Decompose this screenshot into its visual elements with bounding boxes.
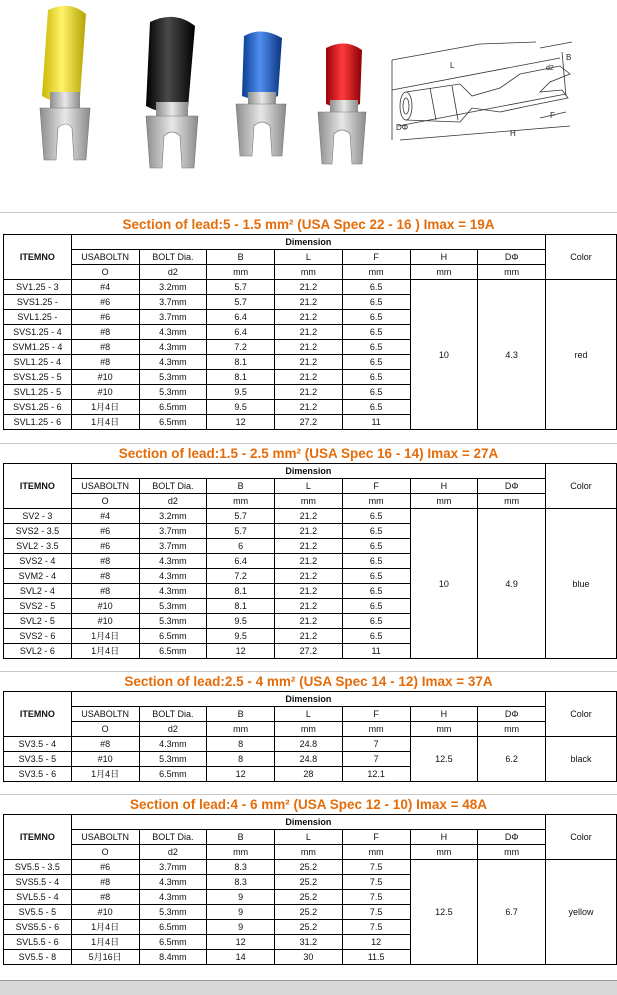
dim-f-cell: 6.5 bbox=[342, 599, 410, 614]
dim-f-cell: 7 bbox=[342, 737, 410, 752]
item-number-cell: SV5.5 - 3.5 bbox=[4, 860, 72, 875]
header-h: H bbox=[410, 250, 478, 265]
red-terminal bbox=[318, 43, 366, 164]
header-itemno: ITEMNO bbox=[4, 692, 72, 737]
spec-table bbox=[3, 463, 617, 659]
usa-bolt-cell: #6 bbox=[71, 310, 139, 325]
header-dimension: Dimension bbox=[71, 235, 545, 250]
unit-mm: mm bbox=[275, 494, 343, 509]
dim-f-cell: 7 bbox=[342, 752, 410, 767]
item-number-cell: SVS1.25 - bbox=[4, 295, 72, 310]
bolt-dia-cell: 3.7mm bbox=[139, 295, 207, 310]
header-dimension: Dimension bbox=[71, 464, 545, 479]
dim-l-cell: 21.2 bbox=[275, 295, 343, 310]
dim-b-cell: 5.7 bbox=[207, 295, 275, 310]
item-number-cell: SVS1.25 - 5 bbox=[4, 370, 72, 385]
item-number-cell: SVS2 - 5 bbox=[4, 599, 72, 614]
dim-f-cell: 11.5 bbox=[342, 950, 410, 965]
dimension-diagram bbox=[392, 42, 572, 140]
usa-bolt-cell: #10 bbox=[71, 614, 139, 629]
dim-b-cell: 12 bbox=[207, 935, 275, 950]
usa-bolt-cell: 1月4日 bbox=[71, 400, 139, 415]
dim-l-cell: 28 bbox=[275, 767, 343, 782]
usa-bolt-cell: #10 bbox=[71, 370, 139, 385]
header-f: F bbox=[342, 707, 410, 722]
dim-f-cell: 7.5 bbox=[342, 875, 410, 890]
header-usabolt: USABOLTN bbox=[71, 479, 139, 494]
header-f: F bbox=[342, 250, 410, 265]
usa-bolt-cell: #8 bbox=[71, 325, 139, 340]
header-itemno: ITEMNO bbox=[4, 235, 72, 280]
header-l: L bbox=[275, 707, 343, 722]
usa-bolt-cell: #10 bbox=[71, 599, 139, 614]
header-color: Color bbox=[546, 815, 617, 860]
diagram-label-l: L bbox=[450, 61, 455, 70]
header-bolt: BOLT Dia. bbox=[139, 707, 207, 722]
header-usabolt-2: O bbox=[71, 845, 139, 860]
header-usabolt-2: O bbox=[71, 722, 139, 737]
dim-f-cell: 6.5 bbox=[342, 509, 410, 524]
table-row bbox=[4, 737, 617, 752]
dim-l-cell: 21.2 bbox=[275, 614, 343, 629]
header-dimension: Dimension bbox=[71, 692, 545, 707]
unit-mm: mm bbox=[342, 722, 410, 737]
diagram-label-dphi: DΦ bbox=[396, 123, 409, 132]
unit-mm: mm bbox=[410, 494, 478, 509]
header-h: H bbox=[410, 479, 478, 494]
dim-f-cell: 7.5 bbox=[342, 920, 410, 935]
item-number-cell: SV3.5 - 6 bbox=[4, 767, 72, 782]
dim-l-cell: 25.2 bbox=[275, 875, 343, 890]
item-number-cell: SVM1.25 - 4 bbox=[4, 340, 72, 355]
header-usabolt: USABOLTN bbox=[71, 707, 139, 722]
section-title: Section of lead:4 - 6 mm² (USA Spec 12 - 10) Imax = 48A bbox=[130, 797, 487, 812]
dim-f-cell: 7.5 bbox=[342, 905, 410, 920]
bolt-dia-cell: 6.5mm bbox=[139, 920, 207, 935]
dim-l-cell: 25.2 bbox=[275, 890, 343, 905]
dim-f-cell: 6.5 bbox=[342, 280, 410, 295]
dim-b-cell: 6.4 bbox=[207, 325, 275, 340]
dim-l-cell: 25.2 bbox=[275, 860, 343, 875]
dim-f-cell: 7.5 bbox=[342, 860, 410, 875]
header-l: L bbox=[275, 830, 343, 845]
section-rows bbox=[4, 509, 617, 659]
yellow-terminal bbox=[40, 6, 90, 160]
item-number-cell: SVL2 - 4 bbox=[4, 584, 72, 599]
header-b: B bbox=[207, 250, 275, 265]
item-number-cell: SVM2 - 4 bbox=[4, 569, 72, 584]
dim-l-cell: 21.2 bbox=[275, 325, 343, 340]
bolt-dia-cell: 6.5mm bbox=[139, 400, 207, 415]
section-title: Section of lead:1.5 - 2.5 mm² (USA Spec 16 - 14) Imax = 27A bbox=[118, 446, 499, 461]
unit-mm: mm bbox=[478, 845, 546, 860]
dim-l-cell: 24.8 bbox=[275, 752, 343, 767]
unit-mm: mm bbox=[342, 845, 410, 860]
item-number-cell: SVS1.25 - 4 bbox=[4, 325, 72, 340]
dim-b-cell: 5.7 bbox=[207, 509, 275, 524]
bolt-dia-cell: 3.7mm bbox=[139, 310, 207, 325]
bolt-dia-cell: 5.3mm bbox=[139, 370, 207, 385]
dim-f-cell: 6.5 bbox=[342, 385, 410, 400]
item-number-cell: SVL1.25 - bbox=[4, 310, 72, 325]
dim-f-cell: 6.5 bbox=[342, 370, 410, 385]
spec-table bbox=[3, 234, 617, 430]
dim-b-cell: 7.2 bbox=[207, 569, 275, 584]
item-number-cell: SVL2 - 6 bbox=[4, 644, 72, 659]
section-title: Section of lead:5 - 1.5 mm² (USA Spec 22 - 16 ) Imax = 19A bbox=[122, 217, 495, 232]
unit-mm: mm bbox=[478, 722, 546, 737]
dim-b-cell: 8 bbox=[207, 737, 275, 752]
dim-f-cell: 6.5 bbox=[342, 524, 410, 539]
unit-mm: mm bbox=[342, 494, 410, 509]
usa-bolt-cell: #6 bbox=[71, 539, 139, 554]
item-number-cell: SVL1.25 - 5 bbox=[4, 385, 72, 400]
header-d2: d2 bbox=[139, 845, 207, 860]
header-color: Color bbox=[546, 464, 617, 509]
item-number-cell: SV3.5 - 4 bbox=[4, 737, 72, 752]
unit-mm: mm bbox=[207, 265, 275, 280]
color-cell: black bbox=[546, 737, 617, 782]
dim-l-cell: 21.2 bbox=[275, 370, 343, 385]
bolt-dia-cell: 6.5mm bbox=[139, 935, 207, 950]
header-d2: d2 bbox=[139, 722, 207, 737]
dim-h-cell: 10 bbox=[410, 280, 478, 430]
bolt-dia-cell: 5.3mm bbox=[139, 599, 207, 614]
bolt-dia-cell: 4.3mm bbox=[139, 554, 207, 569]
bolt-dia-cell: 4.3mm bbox=[139, 584, 207, 599]
bolt-dia-cell: 6.5mm bbox=[139, 629, 207, 644]
color-cell: blue bbox=[546, 509, 617, 659]
footer-bar bbox=[0, 980, 617, 995]
header-bolt: BOLT Dia. bbox=[139, 830, 207, 845]
dim-b-cell: 12 bbox=[207, 644, 275, 659]
dim-l-cell: 31.2 bbox=[275, 935, 343, 950]
unit-mm: mm bbox=[207, 845, 275, 860]
usa-bolt-cell: 1月4日 bbox=[71, 935, 139, 950]
bolt-dia-cell: 3.7mm bbox=[139, 860, 207, 875]
bolt-dia-cell: 3.7mm bbox=[139, 539, 207, 554]
header-usabolt-2: O bbox=[71, 494, 139, 509]
usa-bolt-cell: #10 bbox=[71, 905, 139, 920]
dim-b-cell: 5.7 bbox=[207, 524, 275, 539]
table-row bbox=[4, 509, 617, 524]
usa-bolt-cell: #6 bbox=[71, 524, 139, 539]
dim-h-cell: 12.5 bbox=[410, 737, 478, 782]
item-number-cell: SV5.5 - 5 bbox=[4, 905, 72, 920]
bolt-dia-cell: 4.3mm bbox=[139, 355, 207, 370]
dim-b-cell: 6 bbox=[207, 539, 275, 554]
dim-f-cell: 12.1 bbox=[342, 767, 410, 782]
header-h: H bbox=[410, 830, 478, 845]
dim-f-cell: 11 bbox=[342, 415, 410, 430]
dim-b-cell: 12 bbox=[207, 767, 275, 782]
diagram-label-f: F bbox=[550, 111, 555, 120]
usa-bolt-cell: #8 bbox=[71, 340, 139, 355]
header-itemno: ITEMNO bbox=[4, 464, 72, 509]
dim-b-cell: 6.4 bbox=[207, 310, 275, 325]
unit-mm: mm bbox=[478, 265, 546, 280]
color-cell: yellow bbox=[546, 860, 617, 965]
unit-mm: mm bbox=[207, 722, 275, 737]
dim-b-cell: 9 bbox=[207, 905, 275, 920]
usa-bolt-cell: #8 bbox=[71, 875, 139, 890]
diagram-label-b: B bbox=[566, 53, 572, 62]
product-photo bbox=[0, 0, 617, 212]
item-number-cell: SV3.5 - 5 bbox=[4, 752, 72, 767]
dim-b-cell: 9.5 bbox=[207, 614, 275, 629]
blue-terminal bbox=[236, 31, 286, 156]
dim-l-cell: 21.2 bbox=[275, 340, 343, 355]
item-number-cell: SVS1.25 - 6 bbox=[4, 400, 72, 415]
dim-l-cell: 30 bbox=[275, 950, 343, 965]
section-rows bbox=[4, 860, 617, 965]
dim-h-cell: 10 bbox=[410, 509, 478, 659]
dim-f-cell: 6.5 bbox=[342, 295, 410, 310]
header-color: Color bbox=[546, 235, 617, 280]
dim-b-cell: 8.1 bbox=[207, 599, 275, 614]
dim-dphi-cell: 4.3 bbox=[478, 280, 546, 430]
unit-mm: mm bbox=[342, 265, 410, 280]
usa-bolt-cell: 1月4日 bbox=[71, 629, 139, 644]
item-number-cell: SV2 - 3 bbox=[4, 509, 72, 524]
dim-b-cell: 6.4 bbox=[207, 554, 275, 569]
usa-bolt-cell: 1月4日 bbox=[71, 415, 139, 430]
bolt-dia-cell: 5.3mm bbox=[139, 905, 207, 920]
dim-b-cell: 8.1 bbox=[207, 355, 275, 370]
dim-f-cell: 7.5 bbox=[342, 890, 410, 905]
header-b: B bbox=[207, 479, 275, 494]
usa-bolt-cell: #8 bbox=[71, 569, 139, 584]
dim-l-cell: 21.2 bbox=[275, 539, 343, 554]
dim-f-cell: 6.5 bbox=[342, 310, 410, 325]
dim-h-cell: 12.5 bbox=[410, 860, 478, 965]
header-color: Color bbox=[546, 692, 617, 737]
dim-f-cell: 6.5 bbox=[342, 539, 410, 554]
usa-bolt-cell: #8 bbox=[71, 355, 139, 370]
section-rows bbox=[4, 737, 617, 782]
dim-l-cell: 27.2 bbox=[275, 415, 343, 430]
header-f: F bbox=[342, 479, 410, 494]
header-usabolt: USABOLTN bbox=[71, 250, 139, 265]
usa-bolt-cell: #6 bbox=[71, 860, 139, 875]
dim-f-cell: 6.5 bbox=[342, 400, 410, 415]
usa-bolt-cell: #10 bbox=[71, 385, 139, 400]
unit-mm: mm bbox=[207, 494, 275, 509]
item-number-cell: SVL2 - 5 bbox=[4, 614, 72, 629]
dim-f-cell: 12 bbox=[342, 935, 410, 950]
usa-bolt-cell: #4 bbox=[71, 280, 139, 295]
bolt-dia-cell: 3.2mm bbox=[139, 280, 207, 295]
terminals-illustration bbox=[0, 0, 617, 212]
dim-l-cell: 21.2 bbox=[275, 629, 343, 644]
bolt-dia-cell: 6.5mm bbox=[139, 644, 207, 659]
usa-bolt-cell: #10 bbox=[71, 752, 139, 767]
color-cell: red bbox=[546, 280, 617, 430]
bolt-dia-cell: 8.4mm bbox=[139, 950, 207, 965]
header-dphi: DΦ bbox=[478, 830, 546, 845]
header-f: F bbox=[342, 830, 410, 845]
item-number-cell: SVS2 - 4 bbox=[4, 554, 72, 569]
dim-f-cell: 6.5 bbox=[342, 355, 410, 370]
item-number-cell: SVL1.25 - 6 bbox=[4, 415, 72, 430]
spec-table bbox=[3, 691, 617, 782]
bolt-dia-cell: 6.5mm bbox=[139, 415, 207, 430]
dim-b-cell: 8 bbox=[207, 752, 275, 767]
bolt-dia-cell: 4.3mm bbox=[139, 890, 207, 905]
table-row bbox=[4, 280, 617, 295]
dim-l-cell: 21.2 bbox=[275, 524, 343, 539]
unit-mm: mm bbox=[275, 265, 343, 280]
item-number-cell: SVL5.5 - 4 bbox=[4, 890, 72, 905]
dim-l-cell: 21.2 bbox=[275, 355, 343, 370]
dim-b-cell: 8.1 bbox=[207, 584, 275, 599]
diagram-label-d2: d2 bbox=[546, 65, 554, 72]
header-dphi: DΦ bbox=[478, 250, 546, 265]
header-h: H bbox=[410, 707, 478, 722]
item-number-cell: SVL2 - 3.5 bbox=[4, 539, 72, 554]
bolt-dia-cell: 4.3mm bbox=[139, 340, 207, 355]
bolt-dia-cell: 5.3mm bbox=[139, 614, 207, 629]
unit-mm: mm bbox=[410, 722, 478, 737]
bolt-dia-cell: 5.3mm bbox=[139, 385, 207, 400]
header-d2: d2 bbox=[139, 265, 207, 280]
dim-l-cell: 21.2 bbox=[275, 400, 343, 415]
item-number-cell: SVS5.5 - 6 bbox=[4, 920, 72, 935]
header-d2: d2 bbox=[139, 494, 207, 509]
usa-bolt-cell: #8 bbox=[71, 737, 139, 752]
header-bolt: BOLT Dia. bbox=[139, 479, 207, 494]
dim-b-cell: 8.3 bbox=[207, 875, 275, 890]
item-number-cell: SVL5.5 - 6 bbox=[4, 935, 72, 950]
bolt-dia-cell: 5.3mm bbox=[139, 752, 207, 767]
black-terminal bbox=[146, 17, 198, 168]
dim-b-cell: 5.7 bbox=[207, 280, 275, 295]
dim-f-cell: 6.5 bbox=[342, 614, 410, 629]
header-usabolt-2: O bbox=[71, 265, 139, 280]
dim-b-cell: 9.5 bbox=[207, 629, 275, 644]
spec-table bbox=[3, 814, 617, 965]
dim-l-cell: 27.2 bbox=[275, 644, 343, 659]
dim-l-cell: 24.8 bbox=[275, 737, 343, 752]
bolt-dia-cell: 4.3mm bbox=[139, 569, 207, 584]
bolt-dia-cell: 4.3mm bbox=[139, 737, 207, 752]
usa-bolt-cell: #4 bbox=[71, 509, 139, 524]
item-number-cell: SVS5.5 - 4 bbox=[4, 875, 72, 890]
unit-mm: mm bbox=[478, 494, 546, 509]
header-dimension: Dimension bbox=[71, 815, 545, 830]
dim-f-cell: 6.5 bbox=[342, 569, 410, 584]
section-title: Section of lead:2.5 - 4 mm² (USA Spec 14 - 12) Imax = 37A bbox=[124, 674, 493, 689]
header-dphi: DΦ bbox=[478, 707, 546, 722]
dim-b-cell: 14 bbox=[207, 950, 275, 965]
section-rows bbox=[4, 280, 617, 430]
header-b: B bbox=[207, 830, 275, 845]
dim-b-cell: 12 bbox=[207, 415, 275, 430]
item-number-cell: SV5.5 - 8 bbox=[4, 950, 72, 965]
usa-bolt-cell: 1月4日 bbox=[71, 920, 139, 935]
dim-dphi-cell: 6.7 bbox=[478, 860, 546, 965]
dim-b-cell: 9 bbox=[207, 920, 275, 935]
dim-f-cell: 6.5 bbox=[342, 554, 410, 569]
header-itemno: ITEMNO bbox=[4, 815, 72, 860]
unit-mm: mm bbox=[410, 265, 478, 280]
usa-bolt-cell: 1月4日 bbox=[71, 644, 139, 659]
item-number-cell: SVS2 - 6 bbox=[4, 629, 72, 644]
item-number-cell: SV1.25 - 3 bbox=[4, 280, 72, 295]
bolt-dia-cell: 4.3mm bbox=[139, 875, 207, 890]
diagram-label-h: H bbox=[510, 129, 516, 138]
dim-l-cell: 25.2 bbox=[275, 920, 343, 935]
item-number-cell: SVS2 - 3.5 bbox=[4, 524, 72, 539]
usa-bolt-cell: #8 bbox=[71, 584, 139, 599]
dim-b-cell: 8.1 bbox=[207, 370, 275, 385]
dim-l-cell: 21.2 bbox=[275, 554, 343, 569]
bolt-dia-cell: 3.7mm bbox=[139, 524, 207, 539]
dim-l-cell: 21.2 bbox=[275, 599, 343, 614]
header-dphi: DΦ bbox=[478, 479, 546, 494]
dim-b-cell: 9 bbox=[207, 890, 275, 905]
dim-l-cell: 21.2 bbox=[275, 280, 343, 295]
header-b: B bbox=[207, 707, 275, 722]
bolt-dia-cell: 3.2mm bbox=[139, 509, 207, 524]
dim-f-cell: 6.5 bbox=[342, 340, 410, 355]
dim-b-cell: 7.2 bbox=[207, 340, 275, 355]
dim-l-cell: 21.2 bbox=[275, 509, 343, 524]
unit-mm: mm bbox=[275, 845, 343, 860]
usa-bolt-cell: #8 bbox=[71, 890, 139, 905]
dim-l-cell: 21.2 bbox=[275, 569, 343, 584]
dim-dphi-cell: 6.2 bbox=[478, 737, 546, 782]
header-bolt: BOLT Dia. bbox=[139, 250, 207, 265]
usa-bolt-cell: 1月4日 bbox=[71, 767, 139, 782]
usa-bolt-cell: #8 bbox=[71, 554, 139, 569]
dim-b-cell: 9.5 bbox=[207, 400, 275, 415]
dim-f-cell: 6.5 bbox=[342, 584, 410, 599]
dim-dphi-cell: 4.9 bbox=[478, 509, 546, 659]
dim-l-cell: 21.2 bbox=[275, 310, 343, 325]
item-number-cell: SVL1.25 - 4 bbox=[4, 355, 72, 370]
table-row bbox=[4, 860, 617, 875]
dim-l-cell: 25.2 bbox=[275, 905, 343, 920]
dim-f-cell: 11 bbox=[342, 644, 410, 659]
header-l: L bbox=[275, 479, 343, 494]
dim-f-cell: 6.5 bbox=[342, 629, 410, 644]
usa-bolt-cell: #6 bbox=[71, 295, 139, 310]
dim-l-cell: 21.2 bbox=[275, 584, 343, 599]
dim-f-cell: 6.5 bbox=[342, 325, 410, 340]
unit-mm: mm bbox=[275, 722, 343, 737]
dim-l-cell: 21.2 bbox=[275, 385, 343, 400]
bolt-dia-cell: 4.3mm bbox=[139, 325, 207, 340]
dim-b-cell: 8.3 bbox=[207, 860, 275, 875]
dim-b-cell: 9.5 bbox=[207, 385, 275, 400]
header-usabolt: USABOLTN bbox=[71, 830, 139, 845]
usa-bolt-cell: 5月16日 bbox=[71, 950, 139, 965]
unit-mm: mm bbox=[410, 845, 478, 860]
header-l: L bbox=[275, 250, 343, 265]
bolt-dia-cell: 6.5mm bbox=[139, 767, 207, 782]
